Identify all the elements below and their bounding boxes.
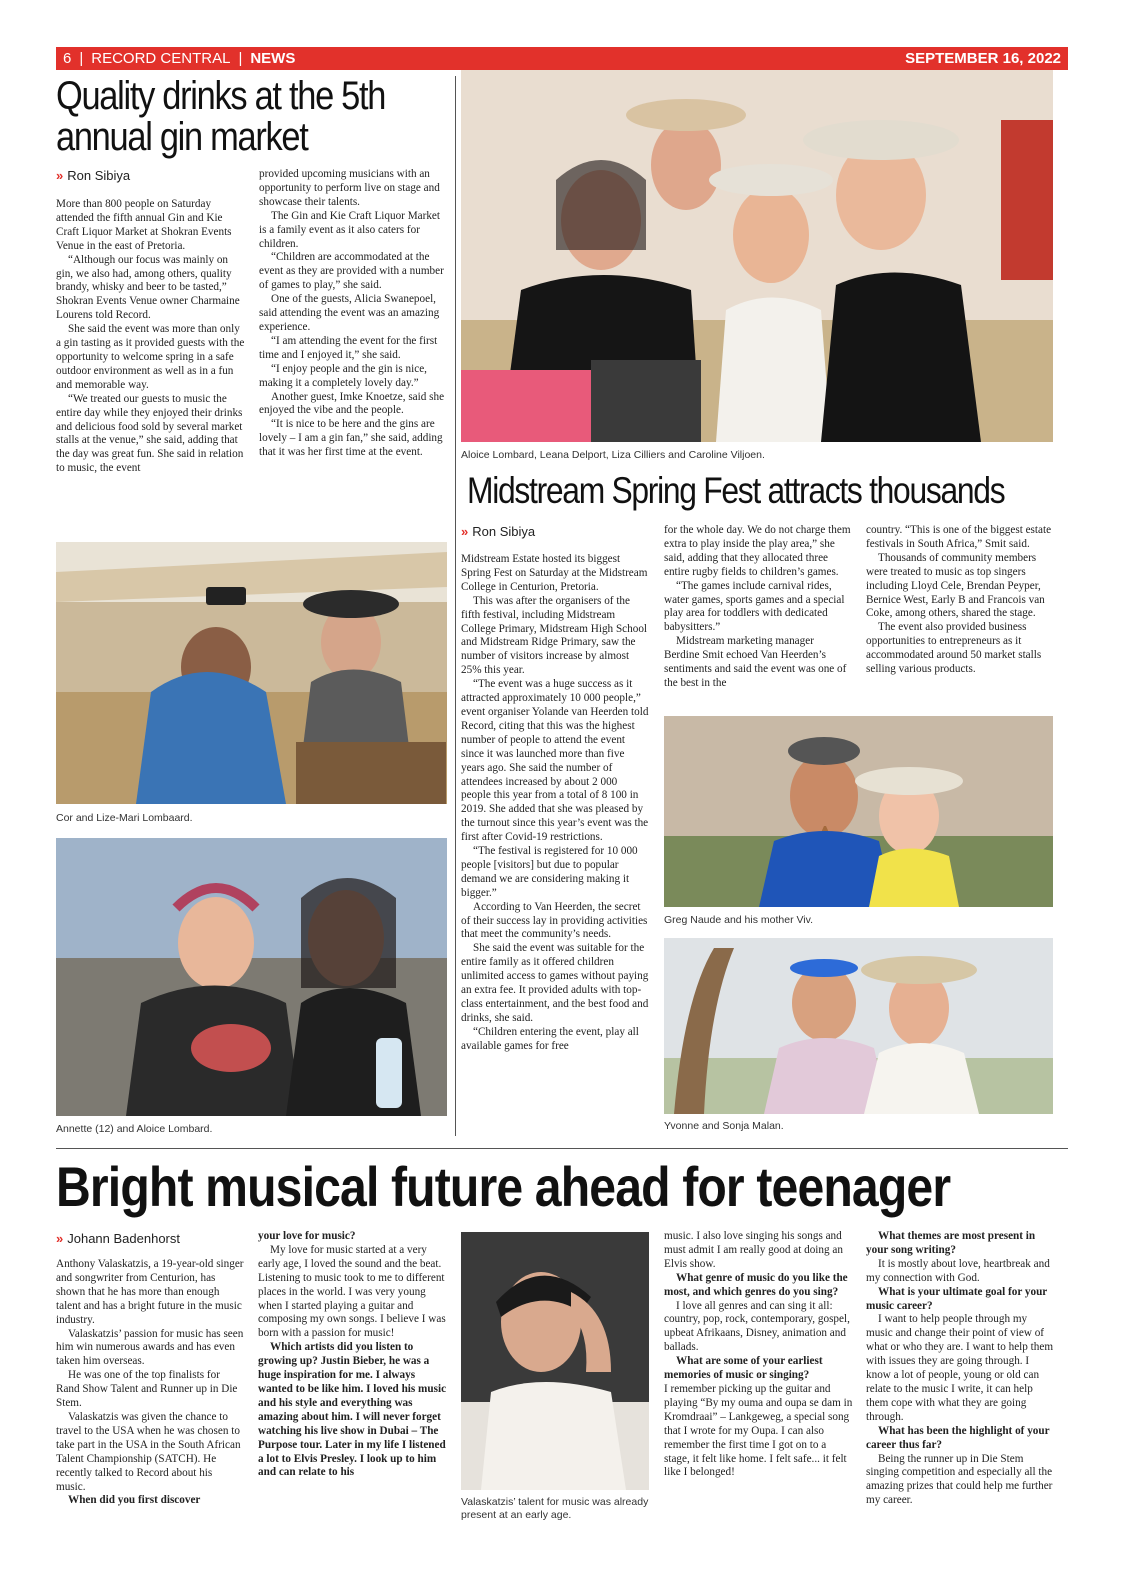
article-paragraph: Midstream marketing manager Berdine Smit echoed Van Heerden’s sentiments and said the event was one of the best in the <box>664 635 847 689</box>
spring-article-column-1 <box>461 553 649 1133</box>
music-article-column-3 <box>664 1230 854 1553</box>
article-paragraph: music. I also love singing his songs and must admit I am really good at doing an Elvis show. <box>664 1230 843 1270</box>
interview-question: What genre of music do you like the most, and which genres do you sing? <box>664 1271 848 1298</box>
article-paragraph: “It is nice to be here and the gins are lovely – I am a gin fan,” she said, adding that it was her first time at the event. <box>259 418 443 459</box>
article-paragraph: Another guest, Imke Knoetze, said she enjoyed the vibe and the people. <box>259 390 445 417</box>
article-paragraph: “The event was a huge success as it attracted approximately 10 000 people,” event organiser Yolande van Heerden told Record, citing that this was the highest number of people to attend the event since it was launched more than five years ago. She said the number of attendees increased by about 2 000 people this year from a total of 8 100 in 2019. She added that she was pleased by the turnout since this year’s event was the first after Covid-19 restrictions. <box>461 678 649 844</box>
photo-valaskatzis <box>461 1232 649 1490</box>
photo-caption: Annette (12) and Aloice Lombard. <box>56 1123 213 1135</box>
section-divider <box>56 1148 1068 1149</box>
spring-article-column-3 <box>866 524 1054 704</box>
article-paragraph: Valaskatzis’ passion for music has seen him win numerous awards and has even taken him overseas. <box>56 1327 244 1368</box>
article-paragraph: The Gin and Kie Craft Liquor Market is a family event as it also caters for children. <box>259 209 441 250</box>
article-paragraph: He was one of the top finalists for Rand Show Talent and Runner up in Die Stem. <box>56 1369 238 1410</box>
byline-author: Johann Badenhorst <box>67 1231 180 1246</box>
article-paragraph: “The festival is registered for 10 000 people [visitors] but due to popular demand we are considering making it bigger.” <box>461 845 638 899</box>
gin-article-column-1 <box>56 198 246 528</box>
article-paragraph: Midstream Estate hosted its biggest Spring Fest on Saturday at the Midstream College in Centurion, Pretoria. <box>461 553 648 593</box>
article-paragraph: This was after the organisers of the fifth festival, including Midstream College Primary, Midstream High School and Midstream Ridge Primary, saw the number of visitors increase by almost 25% this year. <box>461 594 648 677</box>
article-paragraph: It is mostly about love, heartbreak and my connection with God. <box>866 1257 1050 1284</box>
article-paragraph: Anthony Valaskatzis, a 19-year-old singer and songwriter from Centurion, has shown that he has more than enough talent and has a bright future in the music industry. <box>56 1258 244 1326</box>
interview-question: your love for music? <box>258 1230 356 1242</box>
photo-cor-lize-mari <box>56 542 447 804</box>
interview-question: When did you first discover <box>68 1494 201 1507</box>
article-paragraph: “Children are accommodated at the event as they are provided with a number of games to play,” she said. <box>259 251 444 292</box>
article-paragraph: provided upcoming musicians with an opportunity to perform live on stage and showcase their talents. <box>259 168 440 208</box>
gin-article-column-2 <box>259 168 449 528</box>
music-article-headline: Bright musical future ahead for teenager <box>56 1155 951 1218</box>
photo-annette-aloice <box>56 838 447 1116</box>
article-paragraph: “Although our focus was mainly on gin, we also had, among others, quality brandy, whisky and beer to be tasted,” Shokran Events Venue owner Charmaine Lourens told Record. <box>56 253 240 322</box>
byline-chevron-icon: » <box>56 168 64 183</box>
article-paragraph: According to Van Heerden, the secret of their success lay in providing activities that meet the community’s needs. <box>461 900 648 941</box>
article-paragraph: Being the runner up in Die Stem singing competition and especially all the amazing prizes that could help me further my career. <box>866 1452 1053 1507</box>
article-paragraph: “I am attending the event for the first time and I enjoyed it,” she said. <box>259 334 438 361</box>
article-paragraph: She said the event was more than only a gin tasting as it provided guests with the opportunity to welcome spring in a safe outdoor environment as well as in a fun and memorable way. <box>56 323 245 391</box>
interview-question: What are some of your earliest memories of music or singing? <box>664 1355 823 1382</box>
article-paragraph: One of the guests, Alicia Swanepoel, said attending the event was an amazing experience. <box>259 293 440 333</box>
spring-article-byline <box>461 524 535 539</box>
byline-author: Ron Sibiya <box>472 524 536 539</box>
photo-yvonne-sonja <box>664 938 1053 1114</box>
photo-caption: Aloice Lombard, Leana Delport, Liza Cilliers and Caroline Viljoen. <box>461 449 765 461</box>
article-paragraph: I remember picking up the guitar and playing “By my ouma and oupa se dam in Kromdraai” – Lankgeweg, a special song that I wrote for my Oupa. I can also remember the first time I got on to a stage, it felt like home. I felt safe... it felt like I belonged! <box>664 1382 853 1479</box>
article-paragraph: More than 800 people on Saturday attended the fifth annual Gin and Kie Craft Liquor Market at Shokran Events Venue in the east of Pretoria. <box>56 198 232 252</box>
article-paragraph: for the whole day. We do not charge them extra to play inside the play area,” she said, adding that they allocated three entire rugby fields to children’s games. <box>664 524 851 578</box>
header-divider: | <box>238 50 243 67</box>
article-paragraph: “Children entering the event, play all available games for free <box>461 1025 639 1052</box>
article-paragraph: I want to help people through my music and change their point of view of what or who they are. I want to help them with issues they are going through. I know a lot of people, young or old can relate to the music I write, it can help them cope with what they are going through. <box>866 1313 1054 1423</box>
music-article-byline <box>56 1231 180 1246</box>
article-paragraph: Thousands of community members were treated to music as top singers including Lloyd Cele, Brendan Peyper, Bernice West, Early B and Francois van Coke, among others, shared the stage. <box>866 551 1045 620</box>
article-paragraph: country. “This is one of the biggest estate festivals in South Africa,” Smit said. <box>866 524 1052 550</box>
article-paragraph: “The games include carnival rides, water games, sports games and a special play area for toddlers with dedicated babysitters.” <box>664 579 845 634</box>
spring-article-headline: Midstream Spring Fest attracts thousands <box>467 470 1005 511</box>
photo-caption: Valaskatzis’ talent for music was already present at an early age. <box>461 1496 649 1521</box>
article-paragraph: My love for music started at a very early age, I loved the sound and the beat. Listening to music took to me to different places in the world. I was very young when I started playing a guitar and composing my own songs. I believe I was born with a passion for music! <box>258 1243 446 1340</box>
music-article-column-2 <box>258 1230 448 1553</box>
photo-greg-viv <box>664 716 1053 907</box>
publication-name: RECORD CENTRAL <box>91 50 231 67</box>
issue-date: SEPTEMBER 16, 2022 <box>905 50 1061 67</box>
music-article-column-4 <box>866 1230 1056 1553</box>
article-paragraph: “I enjoy people and the gin is nice, making it a completely lovely day.” <box>259 362 427 389</box>
spring-article-column-2 <box>664 524 852 704</box>
gin-article-headline: Quality drinks at the 5th annual gin market <box>56 74 386 159</box>
gin-article-byline <box>56 168 130 183</box>
music-article-column-1 <box>56 1258 244 1553</box>
section-name: NEWS <box>250 50 296 67</box>
article-paragraph: I love all genres and can sing it all: country, pop, rock, contemporary, gospel, upbeat Afrikaans, Disney, animation and ballads. <box>664 1299 850 1354</box>
header-divider: | <box>79 50 84 67</box>
photo-caption: Yvonne and Sonja Malan. <box>664 1120 784 1132</box>
interview-question: What has been the highlight of your career thus far? <box>866 1424 1050 1451</box>
photo-aloice-leana-liza-caroline <box>461 70 1053 442</box>
interview-question: What is your ultimate goal for your music career? <box>866 1285 1048 1312</box>
photo-caption: Greg Naude and his mother Viv. <box>664 914 814 926</box>
byline-chevron-icon: » <box>461 524 469 539</box>
page-header-bar <box>56 47 1068 70</box>
photo-caption: Cor and Lize-Mari Lombaard. <box>56 812 193 824</box>
column-divider <box>455 76 456 1136</box>
interview-question: What themes are most present in your song writing? <box>866 1230 1036 1256</box>
interview-question: Which artists did you listen to growing up? Justin Bieber, he was a huge inspiration for me. I always wanted to be like him. I loved his music and his style and everything was amazing about him. I will never forget watching his live show in Dubai – The Purpose tour. Later in my life I listened a lot to Elvis Presley. I look up to him and can relate to his <box>258 1341 447 1479</box>
article-paragraph: She said the event was suitable for the entire family as it offered children unlimited access to games without paying an extra fee. It provided adults with top-class entertainment, and the best food and drinks, she said. <box>461 942 649 1024</box>
byline-chevron-icon: » <box>56 1231 64 1246</box>
article-paragraph: The event also provided business opportunities to entrepreneurs as it accommodated around 50 market stalls selling various products. <box>866 621 1042 676</box>
byline-author: Ron Sibiya <box>67 168 131 183</box>
article-paragraph: “We treated our guests to music the entire day while they enjoyed their drinks and delicious food sold by several market stalls at the venue,” she said, adding that the day was great fun. She said in relation to music, the event <box>56 392 244 475</box>
article-paragraph: Valaskatzis was given the chance to travel to the USA when he was chosen to take part in the USA in the South African Talent Championship (SATCH). He recently talked to Record about his music. <box>56 1410 241 1493</box>
page-number: 6 <box>63 50 72 67</box>
